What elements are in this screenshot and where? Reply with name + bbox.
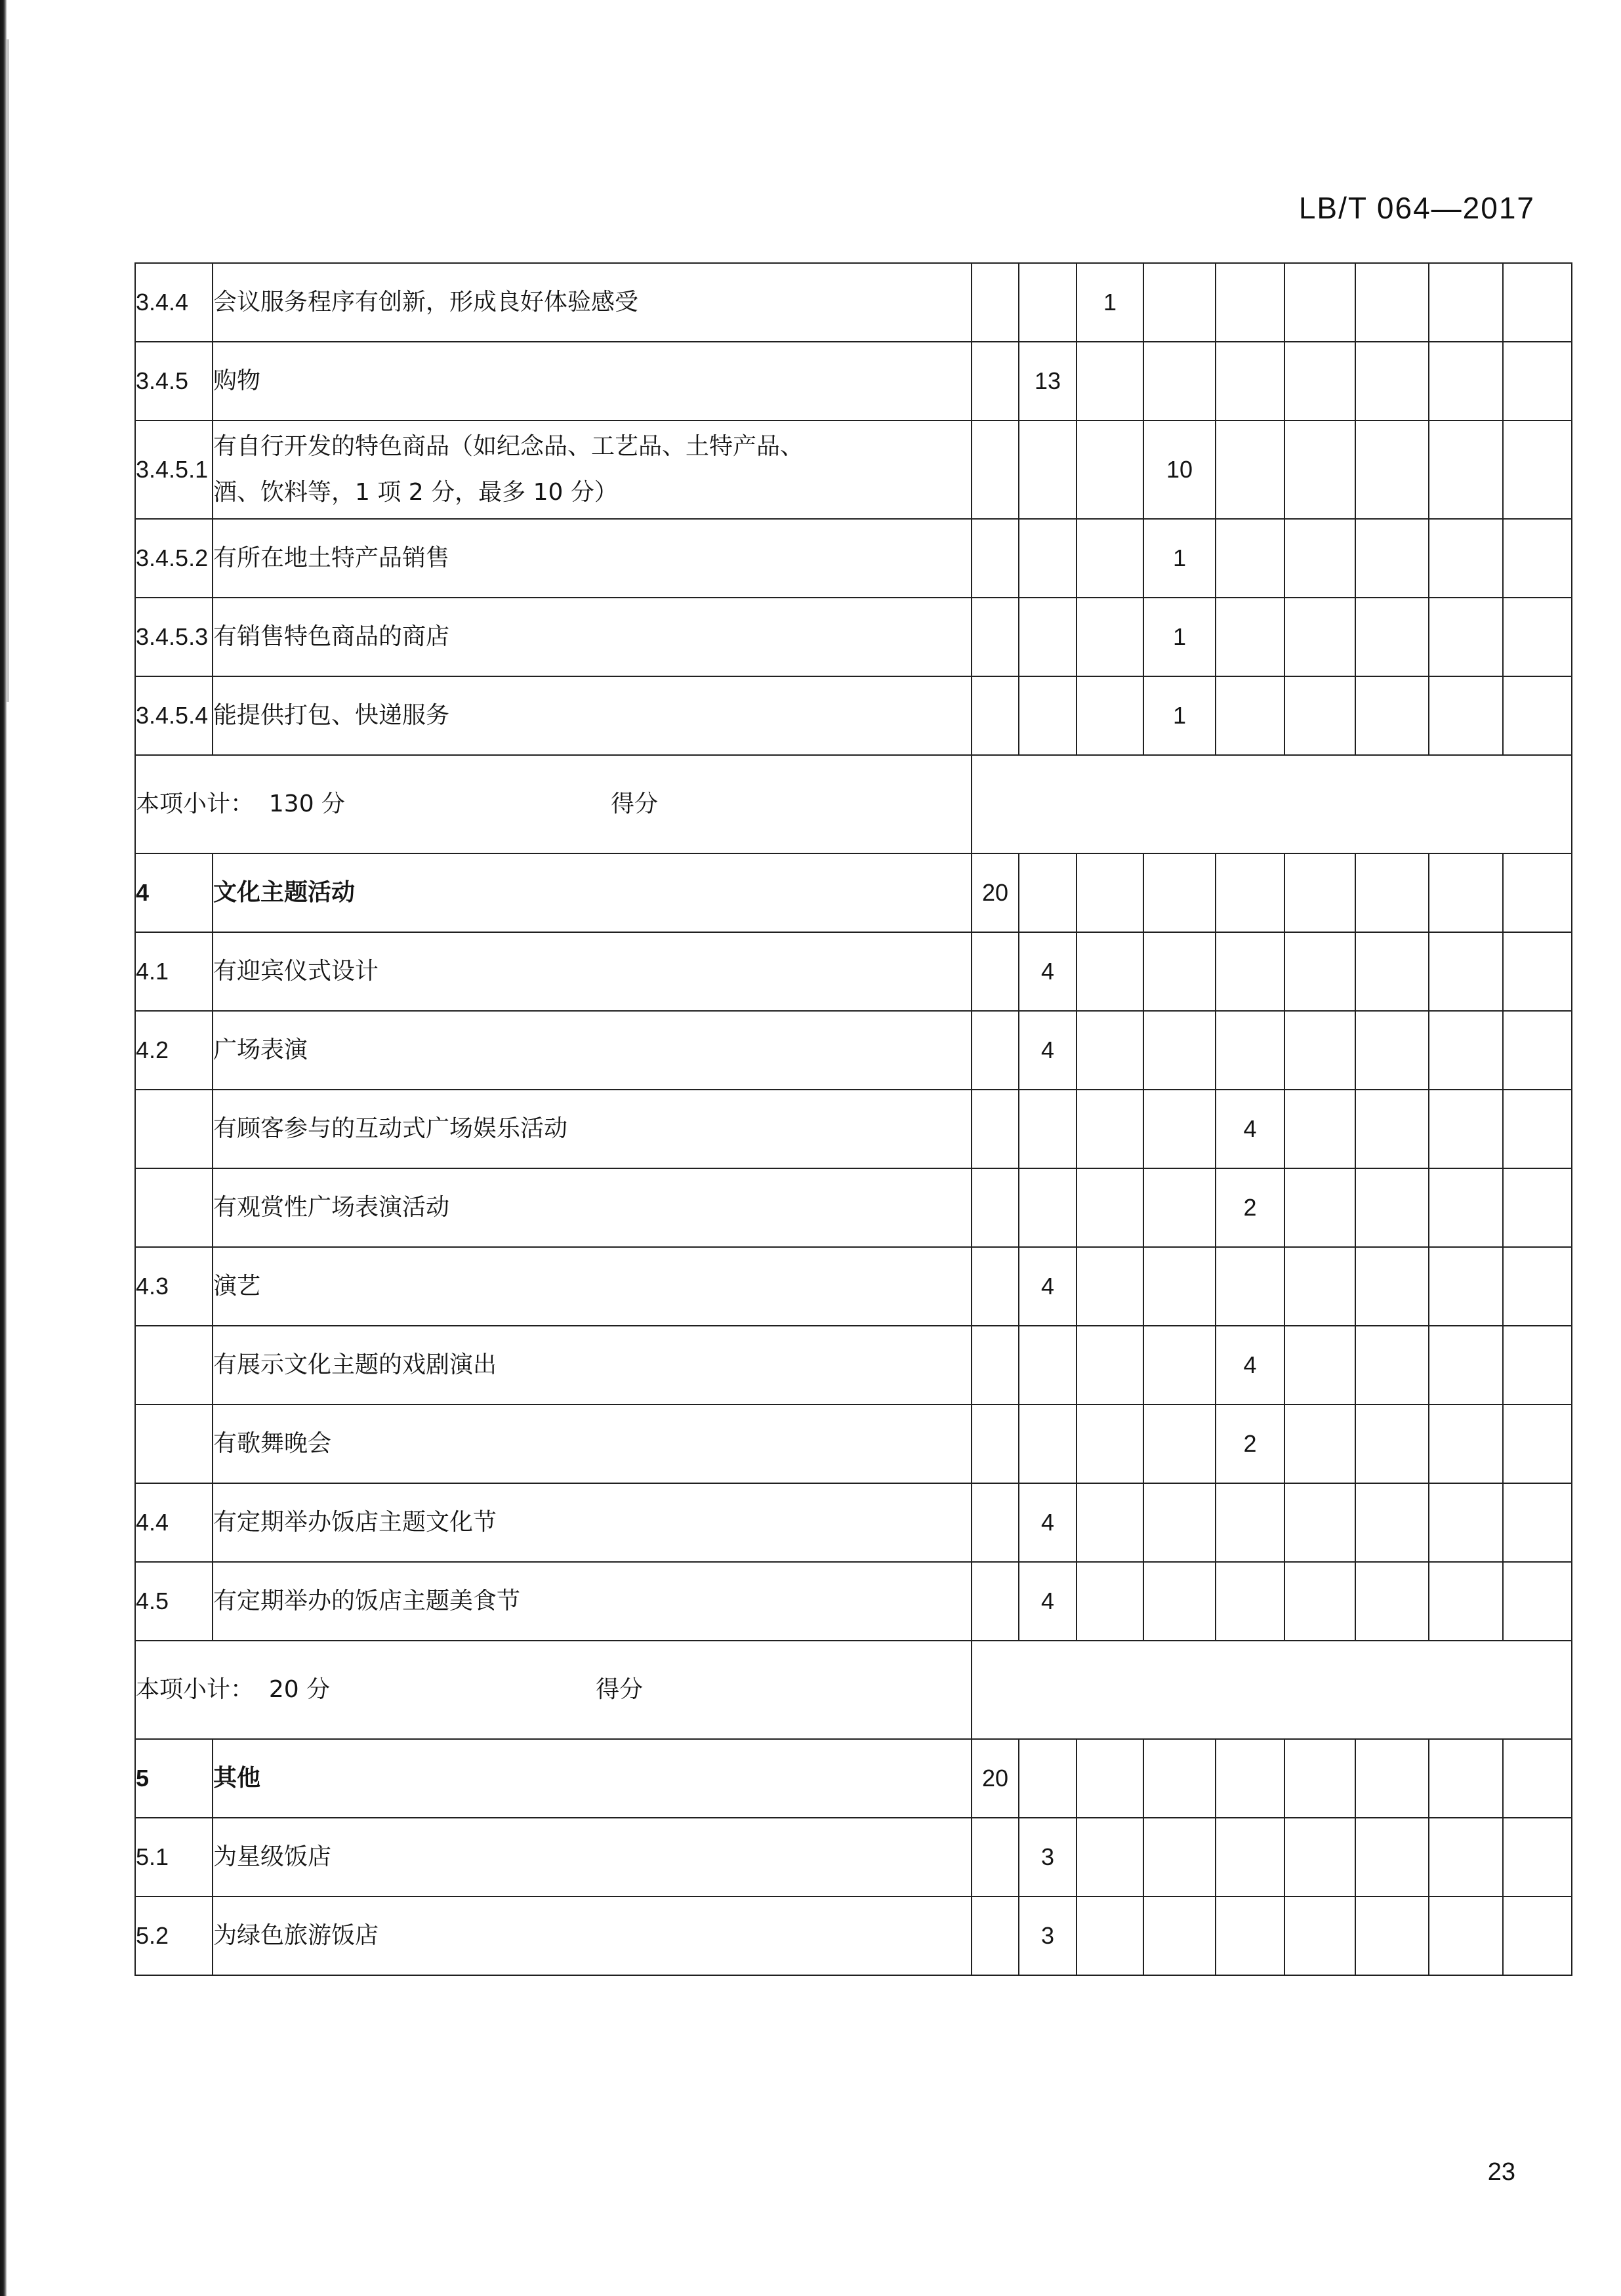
table-row xyxy=(135,932,1572,1011)
score-cell[interactable] xyxy=(1503,1562,1572,1641)
score-cell[interactable] xyxy=(1355,342,1429,420)
score-cell[interactable] xyxy=(1284,1562,1355,1641)
score-cell[interactable] xyxy=(1429,598,1503,676)
table-row xyxy=(135,1896,1572,1975)
scan-edge-artifact-secondary xyxy=(7,39,9,702)
score-cell[interactable] xyxy=(1284,420,1355,519)
subtotal-row xyxy=(135,755,1572,853)
table-row xyxy=(135,1818,1572,1896)
score-cell[interactable]: 20 xyxy=(972,1739,1019,1818)
row-number-cell: 4 xyxy=(135,853,213,932)
score-cell[interactable] xyxy=(1077,1562,1143,1641)
score-cell[interactable] xyxy=(1429,1247,1503,1326)
score-cell[interactable]: 10 xyxy=(1143,420,1216,519)
score-cell[interactable] xyxy=(1216,519,1284,598)
score-cell[interactable] xyxy=(1284,1896,1355,1975)
score-cell[interactable] xyxy=(972,676,1019,755)
score-cell[interactable] xyxy=(1019,420,1077,519)
score-cell[interactable] xyxy=(972,263,1019,342)
score-cell[interactable] xyxy=(1216,1562,1284,1641)
table-row xyxy=(135,1326,1572,1404)
score-cell[interactable]: 1 xyxy=(1143,598,1216,676)
score-cell[interactable] xyxy=(1429,1739,1503,1818)
score-cell[interactable] xyxy=(1077,1326,1143,1404)
score-cell[interactable] xyxy=(1503,1739,1572,1818)
score-cell[interactable] xyxy=(1019,1404,1077,1483)
score-cell[interactable] xyxy=(1143,1818,1216,1896)
score-cell[interactable] xyxy=(1503,1896,1572,1975)
page-header-standard-code: LB/T 064—2017 xyxy=(1298,191,1535,225)
score-cell[interactable] xyxy=(1503,1090,1572,1168)
row-item-cell: 有迎宾仪式设计 xyxy=(213,932,972,1011)
subtotal-score-label: 得分 xyxy=(596,1676,644,1704)
score-cell[interactable] xyxy=(972,1326,1019,1404)
table-row xyxy=(135,1562,1572,1641)
row-item-cell: 其他 xyxy=(213,1739,972,1818)
row-item-cell: 购物 xyxy=(213,342,972,420)
score-cell[interactable] xyxy=(1429,1090,1503,1168)
score-cell[interactable] xyxy=(972,932,1019,1011)
row-number-cell: 4.1 xyxy=(135,932,213,1011)
score-cell[interactable] xyxy=(1143,1562,1216,1641)
score-cell[interactable] xyxy=(972,1896,1019,1975)
score-cell[interactable] xyxy=(1284,676,1355,755)
score-cell[interactable] xyxy=(972,342,1019,420)
table-row xyxy=(135,263,1572,342)
score-cell[interactable] xyxy=(1355,1011,1429,1090)
score-cell[interactable] xyxy=(1503,1247,1572,1326)
subtotal-label: 本项小计： xyxy=(136,790,255,818)
score-cell[interactable] xyxy=(972,420,1019,519)
score-cell[interactable] xyxy=(1429,263,1503,342)
table-row xyxy=(135,676,1572,755)
score-cell[interactable] xyxy=(1503,420,1572,519)
score-cell[interactable]: 1 xyxy=(1143,519,1216,598)
score-cell[interactable]: 4 xyxy=(1019,1011,1077,1090)
score-cell[interactable] xyxy=(1355,932,1429,1011)
score-cell[interactable]: 2 xyxy=(1216,1168,1284,1247)
score-cell[interactable] xyxy=(1019,598,1077,676)
score-cell[interactable] xyxy=(1429,1404,1503,1483)
score-cell[interactable]: 3 xyxy=(1019,1818,1077,1896)
score-cell[interactable] xyxy=(1284,1483,1355,1562)
row-item-cell: 为星级饭店 xyxy=(213,1818,972,1896)
score-cell[interactable] xyxy=(1077,1011,1143,1090)
score-cell[interactable] xyxy=(1077,853,1143,932)
score-cell[interactable]: 13 xyxy=(1019,342,1077,420)
row-item-cell: 有所在地土特产品销售 xyxy=(213,519,972,598)
score-cell[interactable] xyxy=(1503,853,1572,932)
score-cell[interactable] xyxy=(972,1483,1019,1562)
score-cell[interactable]: 3 xyxy=(1019,1896,1077,1975)
table-row xyxy=(135,519,1572,598)
score-cell[interactable]: 4 xyxy=(1216,1090,1284,1168)
table-row xyxy=(135,420,1572,519)
score-cell[interactable] xyxy=(1077,1168,1143,1247)
row-item-cell: 有顾客参与的互动式广场娱乐活动 xyxy=(213,1090,972,1168)
row-number-cell: 3.4.5.1 xyxy=(135,420,213,519)
row-item-line-1: 有自行开发的特色商品（如纪念品、工艺品、土特产品、 xyxy=(213,432,804,460)
score-cell[interactable] xyxy=(1355,263,1429,342)
score-cell[interactable] xyxy=(1429,342,1503,420)
row-item-cell: 有定期举办的饭店主题美食节 xyxy=(213,1562,972,1641)
score-cell[interactable] xyxy=(1216,676,1284,755)
score-cell[interactable] xyxy=(1429,1483,1503,1562)
row-item-cell: 有歌舞晚会 xyxy=(213,1404,972,1483)
score-cell[interactable] xyxy=(1284,1168,1355,1247)
score-cell[interactable] xyxy=(1077,1896,1143,1975)
score-cell[interactable]: 1 xyxy=(1077,263,1143,342)
table-row xyxy=(135,1090,1572,1168)
score-cell[interactable] xyxy=(1284,519,1355,598)
score-cell[interactable] xyxy=(1143,1326,1216,1404)
score-cell[interactable] xyxy=(1143,1896,1216,1975)
table-row xyxy=(135,1247,1572,1326)
score-cell[interactable] xyxy=(1429,1562,1503,1641)
score-cell[interactable] xyxy=(972,598,1019,676)
score-cell[interactable] xyxy=(1284,1739,1355,1818)
score-cell[interactable] xyxy=(1429,853,1503,932)
score-cell[interactable] xyxy=(1143,1011,1216,1090)
score-cell[interactable] xyxy=(972,1818,1019,1896)
score-cell[interactable] xyxy=(1143,1168,1216,1247)
score-cell[interactable] xyxy=(1019,1326,1077,1404)
score-cell[interactable] xyxy=(1284,263,1355,342)
score-cell[interactable] xyxy=(1019,1090,1077,1168)
score-cell[interactable] xyxy=(1503,676,1572,755)
score-cell[interactable] xyxy=(1503,1818,1572,1896)
score-cell[interactable] xyxy=(1355,420,1429,519)
row-number-cell: 4.4 xyxy=(135,1483,213,1562)
score-cell[interactable] xyxy=(1355,1562,1429,1641)
row-number-cell: 3.4.5.4 xyxy=(135,676,213,755)
score-cell[interactable] xyxy=(1143,342,1216,420)
subtotal-score-label: 得分 xyxy=(611,790,659,818)
score-cell[interactable]: 4 xyxy=(1019,1562,1077,1641)
score-cell[interactable] xyxy=(1077,1090,1143,1168)
subtotal-score-entry-cell[interactable] xyxy=(972,1641,1572,1739)
row-number-cell: 4.3 xyxy=(135,1247,213,1326)
score-cell[interactable] xyxy=(1077,519,1143,598)
score-cell[interactable] xyxy=(1216,1247,1284,1326)
score-cell[interactable]: 1 xyxy=(1143,676,1216,755)
subtotal-label: 本项小计： xyxy=(136,1676,255,1704)
score-cell[interactable] xyxy=(1216,263,1284,342)
subtotal-score-entry-cell[interactable] xyxy=(972,755,1572,853)
subtotal-value: 20 分 xyxy=(254,1676,331,1704)
score-cell[interactable] xyxy=(972,1404,1019,1483)
score-cell[interactable] xyxy=(1077,932,1143,1011)
score-cell[interactable] xyxy=(1355,1404,1429,1483)
score-cell[interactable]: 4 xyxy=(1019,1247,1077,1326)
score-cell[interactable] xyxy=(1077,1483,1143,1562)
section-row xyxy=(135,1739,1572,1818)
table-row xyxy=(135,598,1572,676)
score-cell[interactable] xyxy=(1355,1326,1429,1404)
row-number-cell: 5 xyxy=(135,1739,213,1818)
score-cell[interactable] xyxy=(1355,1739,1429,1818)
row-number-cell: 5.1 xyxy=(135,1818,213,1896)
score-cell[interactable] xyxy=(1019,1168,1077,1247)
score-cell[interactable] xyxy=(1216,598,1284,676)
score-cell[interactable] xyxy=(1143,853,1216,932)
score-cell[interactable] xyxy=(1077,1247,1143,1326)
score-cell[interactable] xyxy=(1143,1739,1216,1818)
row-number-cell: 4.2 xyxy=(135,1011,213,1090)
score-cell[interactable] xyxy=(1284,1404,1355,1483)
score-cell[interactable] xyxy=(1355,676,1429,755)
score-cell[interactable] xyxy=(1284,342,1355,420)
score-cell[interactable]: 2 xyxy=(1216,1404,1284,1483)
score-cell[interactable] xyxy=(972,1562,1019,1641)
score-cell[interactable] xyxy=(1503,1404,1572,1483)
row-number-cell: 3.4.5.3 xyxy=(135,598,213,676)
score-cell[interactable] xyxy=(1019,263,1077,342)
score-cell[interactable] xyxy=(1216,1011,1284,1090)
row-item-cell: 演艺 xyxy=(213,1247,972,1326)
score-cell[interactable] xyxy=(1077,676,1143,755)
score-cell[interactable] xyxy=(1143,263,1216,342)
score-cell[interactable] xyxy=(1216,932,1284,1011)
score-cell[interactable] xyxy=(972,1168,1019,1247)
score-cell[interactable]: 4 xyxy=(1216,1326,1284,1404)
row-item-cell: 能提供打包、快递服务 xyxy=(213,676,972,755)
row-number-cell: 3.4.5.2 xyxy=(135,519,213,598)
row-item-cell: 为绿色旅游饭店 xyxy=(213,1896,972,1975)
row-item-cell: 有定期举办饭店主题文化节 xyxy=(213,1483,972,1562)
score-cell[interactable] xyxy=(1216,1739,1284,1818)
page-number: 23 xyxy=(1487,2158,1515,2186)
score-cell[interactable] xyxy=(1077,342,1143,420)
row-number-cell xyxy=(135,1326,213,1404)
score-cell[interactable] xyxy=(1429,1168,1503,1247)
score-cell[interactable] xyxy=(1429,1818,1503,1896)
row-number-cell xyxy=(135,1168,213,1247)
score-cell[interactable] xyxy=(1503,519,1572,598)
score-cell[interactable] xyxy=(1429,1896,1503,1975)
score-cell[interactable] xyxy=(1429,1326,1503,1404)
row-item-line-2: 酒、饮料等，1 项 2 分，最多 10 分） xyxy=(213,479,618,506)
score-cell[interactable] xyxy=(1284,853,1355,932)
score-cell[interactable]: 4 xyxy=(1019,932,1077,1011)
row-number-cell: 5.2 xyxy=(135,1896,213,1975)
table-row xyxy=(135,342,1572,420)
row-item-cell: 广场表演 xyxy=(213,1011,972,1090)
score-cell[interactable] xyxy=(1077,598,1143,676)
row-item-cell: 文化主题活动 xyxy=(213,853,972,932)
score-cell[interactable] xyxy=(1143,1483,1216,1562)
subtotal-row xyxy=(135,1641,1572,1739)
score-cell[interactable] xyxy=(1503,1011,1572,1090)
score-cell[interactable] xyxy=(1143,1247,1216,1326)
score-cell[interactable] xyxy=(1429,932,1503,1011)
score-cell[interactable]: 4 xyxy=(1019,1483,1077,1562)
score-cell[interactable] xyxy=(1019,1739,1077,1818)
score-cell[interactable] xyxy=(1284,932,1355,1011)
score-cell[interactable] xyxy=(1429,420,1503,519)
score-cell[interactable] xyxy=(1503,1168,1572,1247)
score-cell[interactable] xyxy=(1355,1247,1429,1326)
row-number-cell xyxy=(135,1090,213,1168)
score-cell[interactable] xyxy=(1019,519,1077,598)
score-cell[interactable] xyxy=(1503,1326,1572,1404)
scoring-criteria-table-body xyxy=(135,263,1572,1975)
score-cell[interactable] xyxy=(1216,420,1284,519)
score-cell[interactable] xyxy=(1355,598,1429,676)
score-cell[interactable] xyxy=(1355,1483,1429,1562)
score-cell[interactable] xyxy=(1077,1404,1143,1483)
score-cell[interactable] xyxy=(1216,342,1284,420)
score-cell[interactable] xyxy=(1503,598,1572,676)
score-cell[interactable] xyxy=(1077,1739,1143,1818)
row-item-cell: 有销售特色商品的商店 xyxy=(213,598,972,676)
score-cell[interactable] xyxy=(1216,1896,1284,1975)
score-cell[interactable] xyxy=(1429,676,1503,755)
score-cell[interactable] xyxy=(972,1090,1019,1168)
score-cell[interactable] xyxy=(1216,1818,1284,1896)
row-item-cell: 有观赏性广场表演活动 xyxy=(213,1168,972,1247)
subtotal-cell xyxy=(135,1641,972,1739)
score-cell[interactable] xyxy=(1355,519,1429,598)
score-cell[interactable] xyxy=(972,1247,1019,1326)
score-cell[interactable] xyxy=(1216,1483,1284,1562)
score-cell[interactable] xyxy=(1355,1896,1429,1975)
table-row xyxy=(135,1011,1572,1090)
subtotal-cell xyxy=(135,755,972,853)
row-item-cell: 有展示文化主题的戏剧演出 xyxy=(213,1326,972,1404)
section-row xyxy=(135,853,1572,932)
score-cell[interactable] xyxy=(1503,1483,1572,1562)
score-cell[interactable] xyxy=(1019,676,1077,755)
subtotal-value: 130 分 xyxy=(254,790,346,818)
score-cell[interactable] xyxy=(972,1011,1019,1090)
score-cell[interactable] xyxy=(1503,932,1572,1011)
score-cell[interactable] xyxy=(1355,1090,1429,1168)
score-cell[interactable] xyxy=(1284,1818,1355,1896)
scoring-criteria-table xyxy=(134,262,1572,1976)
row-number-cell: 3.4.5 xyxy=(135,342,213,420)
row-number-cell: 3.4.4 xyxy=(135,263,213,342)
row-number-cell: 4.5 xyxy=(135,1562,213,1641)
table-row xyxy=(135,1483,1572,1562)
score-cell[interactable] xyxy=(1077,1818,1143,1896)
score-cell[interactable] xyxy=(1429,519,1503,598)
score-cell[interactable] xyxy=(1503,342,1572,420)
row-item-cell: 会议服务程序有创新，形成良好体验感受 xyxy=(213,263,972,342)
table-row xyxy=(135,1168,1572,1247)
score-cell[interactable] xyxy=(1429,1011,1503,1090)
score-cell[interactable] xyxy=(1355,853,1429,932)
score-cell[interactable] xyxy=(1284,1247,1355,1326)
score-cell[interactable] xyxy=(1284,1090,1355,1168)
row-item-cell xyxy=(213,420,972,519)
score-cell[interactable] xyxy=(1284,598,1355,676)
score-cell[interactable] xyxy=(972,519,1019,598)
score-cell[interactable] xyxy=(1077,420,1143,519)
score-cell[interactable] xyxy=(1284,1326,1355,1404)
score-cell[interactable] xyxy=(1503,263,1572,342)
score-cell[interactable] xyxy=(1019,853,1077,932)
score-cell[interactable] xyxy=(1284,1011,1355,1090)
score-cell[interactable] xyxy=(1143,1090,1216,1168)
score-cell[interactable] xyxy=(1355,1818,1429,1896)
table-row xyxy=(135,1404,1572,1483)
score-cell[interactable] xyxy=(1143,1404,1216,1483)
row-number-cell xyxy=(135,1404,213,1483)
score-cell[interactable] xyxy=(1355,1168,1429,1247)
score-cell[interactable]: 20 xyxy=(972,853,1019,932)
score-cell[interactable] xyxy=(1143,932,1216,1011)
score-cell[interactable] xyxy=(1216,853,1284,932)
